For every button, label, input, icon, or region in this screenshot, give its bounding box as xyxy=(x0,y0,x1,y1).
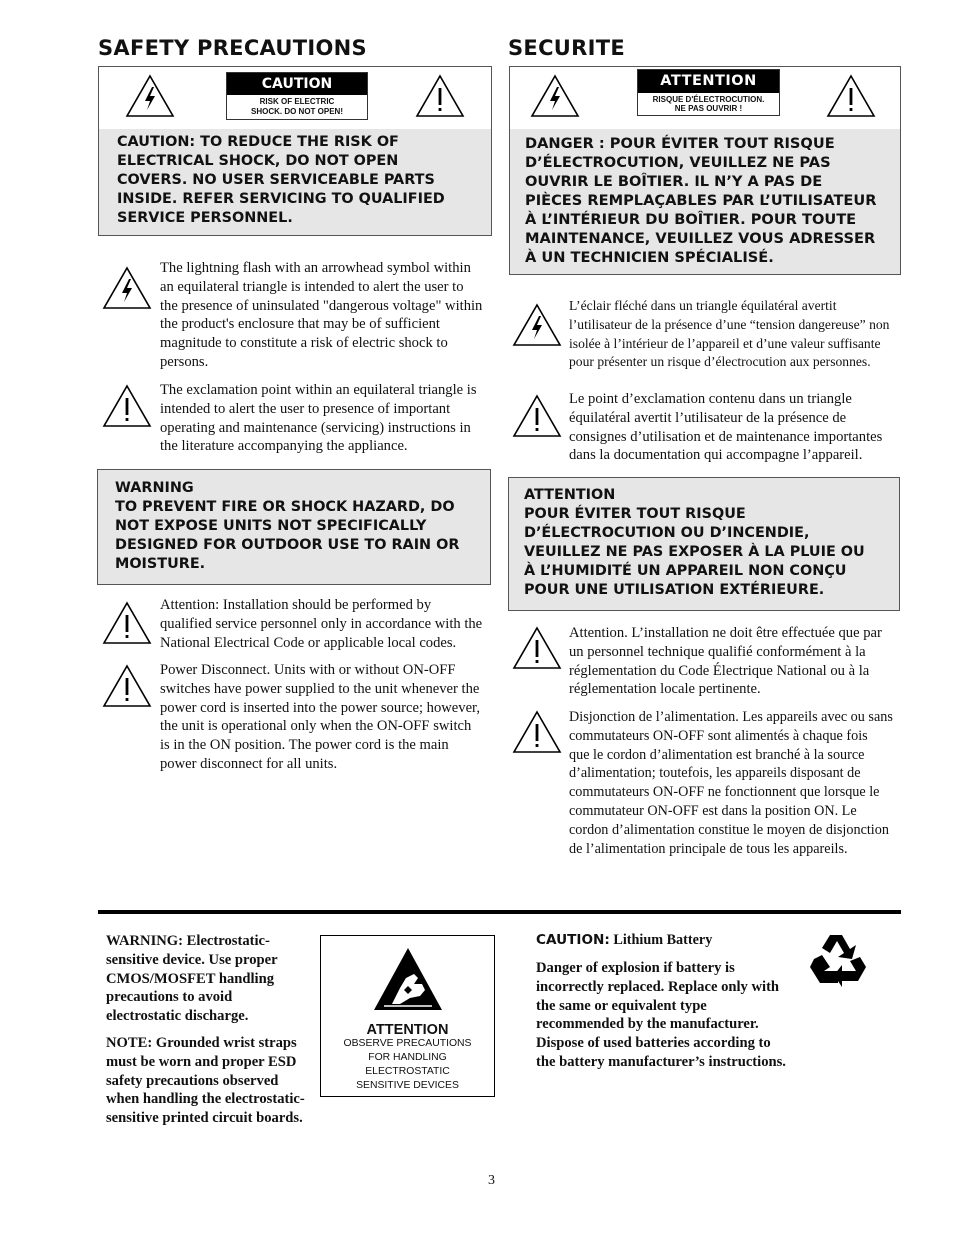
caution-symbol-row xyxy=(99,67,491,130)
lightning-warning-icon xyxy=(102,266,152,310)
attention-box: ATTENTION POUR ÉVITER TOUT RISQUE D’ÉLECTROCUTION OU D’INCENDIE, VEUILLEZ NE PAS EXPOSER À LA PLUIE OU À L’HUMIDITÉ UN APPAREIL NON CONÇU POUR UNE UTILISATION EXTÉRIEURE. xyxy=(508,477,900,611)
attention-label: ATTENTION RISQUE D'ÉLECTROCUTION. NE PAS OUVRIR ! xyxy=(637,69,780,116)
lightning-paragraph: The lightning flash with an arrowhead symbol within an equilateral triangle is intended to alert the user to the presence of uninsulated "dangerous voltage" within the product's enclosure that may be of sufficient magnitude to constitute a risk of electric shock to persons. xyxy=(160,260,483,370)
exclamation-warning-icon xyxy=(512,626,562,670)
battery-caution-heading: CAUTION: Lithium Battery xyxy=(536,932,713,948)
danger-text: DANGER : POUR ÉVITER TOUT RISQUE D’ÉLECTROCUTION, VEUILLEZ NE PAS OUVRIR LE BOÎTIER. IL N’Y A PAS DE PIÈCES REMPLAÇABLES PAR L’UTILISATEUR À L’INTÉRIEUR DU BOÎTIER. POUR TOUTE MAINTENANCE, VEUILLEZ VOUS ADRESSER À UN TECHNICIEN SPÉCIALISÉ. xyxy=(510,129,900,274)
danger-box xyxy=(509,66,901,275)
safety-heading: SAFETY PRECAUTIONS xyxy=(98,36,367,60)
warning-box: WARNING TO PREVENT FIRE OR SHOCK HAZARD, DO NOT EXPOSE UNITS NOT SPECIFICALLY DESIGNED FOR OUTDOOR USE TO RAIN OR MOISTURE. xyxy=(97,469,491,585)
recycle-icon xyxy=(808,931,868,989)
securite-heading: SECURITE xyxy=(508,36,625,60)
esd-note: NOTE: Grounded wrist straps must be worn and proper ESD safety precautions observed when handling the electrostatic- sensitive printed circuit boards. xyxy=(106,1035,305,1127)
exclamation-warning-icon xyxy=(415,74,465,118)
danger-symbol-row xyxy=(510,67,900,130)
exclamation-warning-icon xyxy=(102,664,152,708)
exclamation-warning-icon xyxy=(512,394,562,438)
esd-hand-icon xyxy=(370,944,446,1016)
lightning-warning-icon xyxy=(530,74,580,118)
power-disconnect-paragraph: Power Disconnect. Units with or without ON-OFF switches have power supplied to the unit whenever the power cord is inserted into the power source; however, the unit is operational only when the ON-OFF switch is in the ON position. The power cord is the main power disconnect for all units. xyxy=(160,662,480,772)
eclair-paragraph: L’éclair fléché dans un triangle équilatéral avertit l’utilisateur de la présence d’une “tension dangereuse” non isolée à l’intérieur de l’appareil et d’une valeur suffisante pour présenter un risque d’électrocution aux personnes. xyxy=(569,298,890,370)
esd-warning: WARNING: Electrostatic- sensitive device. Use proper CMOS/MOSFET handling precautions to avoid electrostatic discharge. xyxy=(106,933,278,1025)
french-power-paragraph: Disjonction de l’alimentation. Les appareils avec ou sans commutateurs ON-OFF sont alimentés à chaque fois que le cordon d’alimentation est branché à la source d’alimentation; toutefois, les appareils disposant de commutateurs ON-OFF ne fonctionnent que lorsque le commutateur ON-OFF est dans la position ON. Le cordon d’alimentation constitue le moyen de disjonction de l’alimentation principale de tous les appareils. xyxy=(569,709,893,857)
point-exclamation-paragraph: Le point d’exclamation contenu dans un triangle équilatéral avertit l’utilisateur de la présence de consignes d’utilisation et de maintenance importantes dans la documentation qui accompagne l’appareil. xyxy=(569,391,883,464)
exclamation-warning-icon xyxy=(512,710,562,754)
exclamation-warning-icon xyxy=(826,74,876,118)
lightning-warning-icon xyxy=(512,303,562,347)
exclamation-warning-icon xyxy=(102,384,152,428)
caution-text: CAUTION: TO REDUCE THE RISK OF ELECTRICAL SHOCK, DO NOT OPEN COVERS. NO USER SERVICEABLE PARTS INSIDE. REFER SERVICING TO QUALIFIED SERVICE PERSONNEL. xyxy=(99,129,491,235)
caution-box xyxy=(98,66,492,236)
caution-label: CAUTION RISK OF ELECTRIC SHOCK. DO NOT OPEN! xyxy=(226,72,368,120)
exclamation-paragraph: The exclamation point within an equilateral triangle is intended to alert the user to presence of important operating and maintenance (servicing) instructions in the literature accompanying the appliance. xyxy=(160,382,477,455)
installation-paragraph: Attention: Installation should be performed by qualified service personnel only in accordance with the National Electrical Code or applicable local codes. xyxy=(160,597,483,651)
exclamation-warning-icon xyxy=(102,601,152,645)
section-divider xyxy=(98,910,901,914)
page-number: 3 xyxy=(488,1173,495,1188)
french-installation-paragraph: Attention. L’installation ne doit être effectuée que par un personnel technique qualifié conformément à la réglementation du Code Électrique National ou à la réglementation locale pertinente. xyxy=(569,625,882,698)
battery-warning: Danger of explosion if battery is incorrectly replaced. Replace only with the same or equivalent type recommended by the manufacturer. Dispose of used batteries according to the battery manufacturer’s instructions. xyxy=(536,960,786,1070)
lightning-warning-icon xyxy=(125,74,175,118)
esd-attention-label: ATTENTION OBSERVE PRECAUTIONS FOR HANDLING ELECTROSTATIC SENSITIVE DEVICES xyxy=(320,935,495,1097)
